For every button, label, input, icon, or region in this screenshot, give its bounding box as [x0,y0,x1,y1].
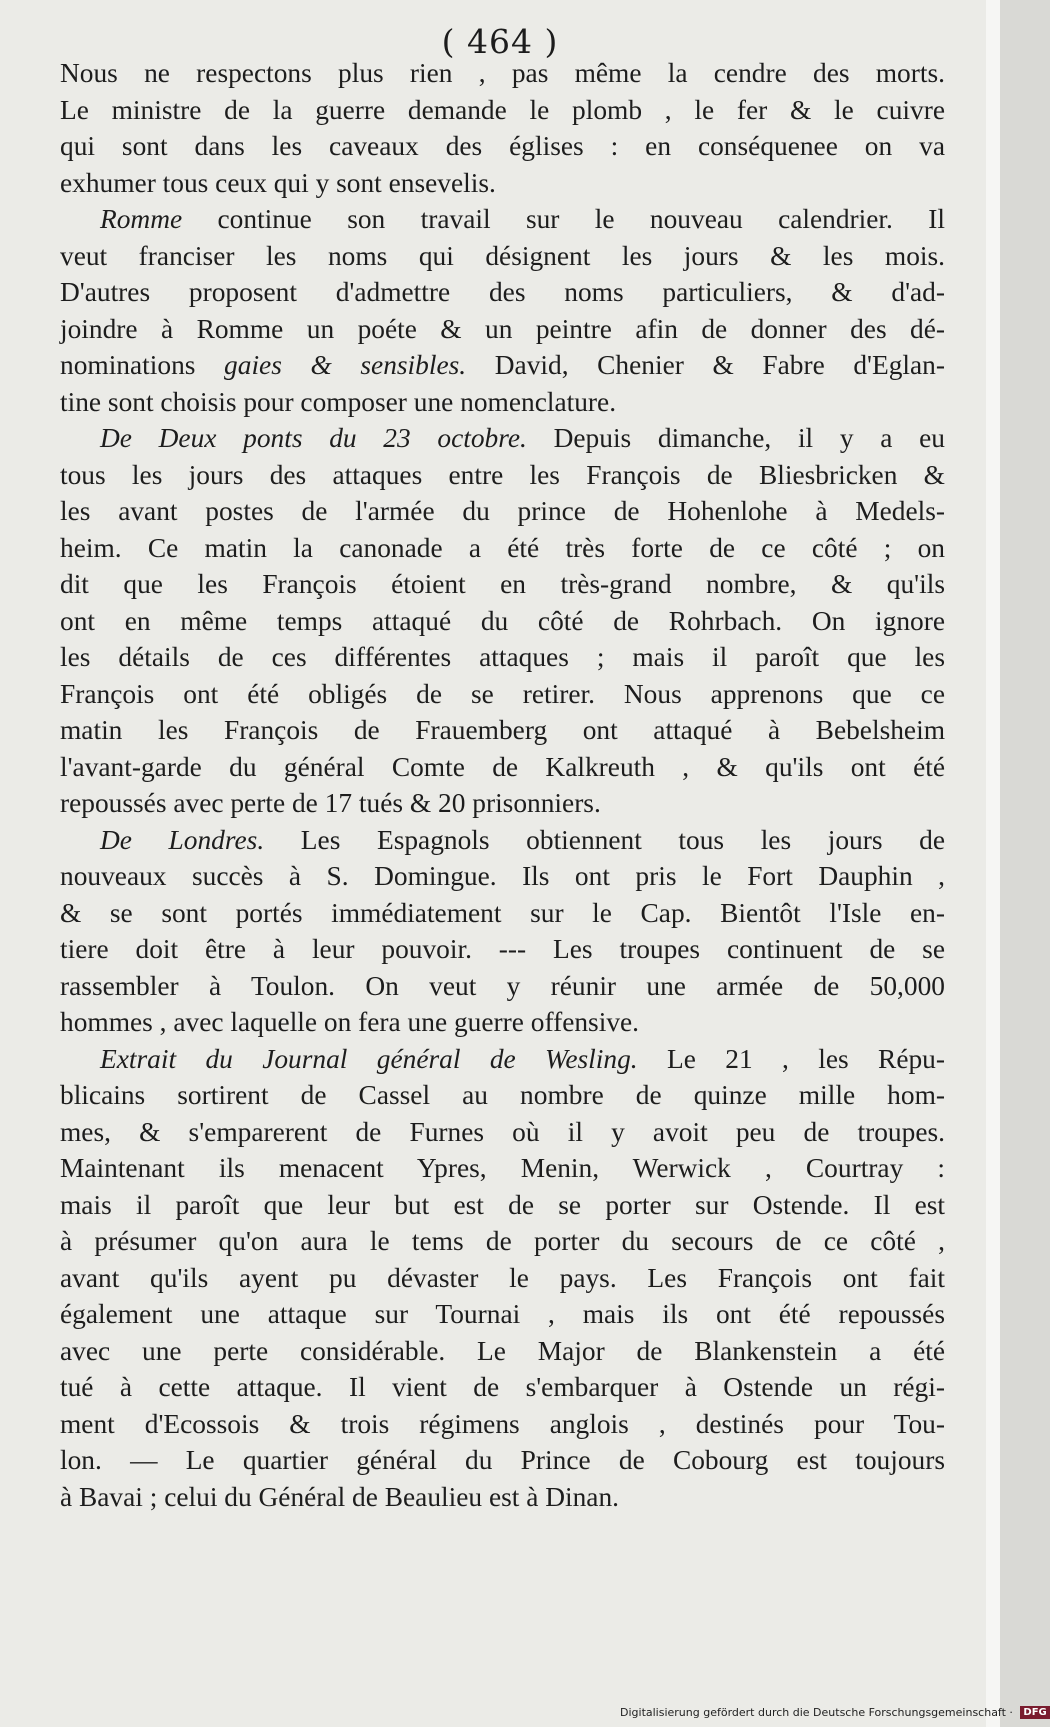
text-segment: Le 21 , les Répu- [637,1043,945,1074]
text-segment: Les Espagnols obtiennent tous les jours de [264,824,945,855]
text-line [60,1406,945,1443]
text-line [60,384,945,421]
text-segment: repoussés avec perte de 17 tués & 20 prisonniers. [60,788,601,818]
text-line [60,1041,945,1078]
text-segment: tué à cette attaque. Il vient de s'embarquer à Ostende un régi- [60,1372,945,1402]
text-line [60,92,945,129]
italic-segment: gaies & sensibles. [224,350,467,380]
italic-segment: De Londres. [100,824,265,855]
text-segment: hommes , avec laquelle on fera une guerre offensive. [60,1007,640,1037]
text-line [60,311,945,348]
text-segment: heim. Ce matin la canonade a été très forte de ce côté ; on [60,532,945,563]
text-line [60,1260,945,1297]
text-line [60,530,945,567]
text-line [60,931,945,968]
text-line [60,676,945,713]
text-segment: Nous ne respectons plus rien , pas même la cendre des morts. [60,58,945,88]
text-line [60,1223,945,1260]
text-line [60,785,945,822]
text-line [60,1114,945,1151]
text-segment: l'avant-garde du général Comte de Kalkreuth , & qu'ils ont été [60,751,945,782]
text-line [60,457,945,494]
text-line [60,493,945,530]
text-line [60,274,945,311]
body-text [60,55,945,1515]
text-line [60,1187,945,1224]
text-segment: tiere doit être à leur pouvoir. --- Les troupes continuent de se [60,934,945,964]
text-line [60,1296,945,1333]
text-line [60,420,945,457]
text-segment: qui sont dans les caveaux des églises : en conséquenee on va [60,131,945,161]
digitization-credit [620,1705,1047,1720]
text-segment: Maintenant ils menacent Ypres, Menin, Werwick , Courtray : [60,1153,945,1183]
text-line [60,749,945,786]
text-line [60,1442,945,1479]
text-line [60,1004,945,1041]
italic-segment: Extrait du Journal général de Wesling. [100,1043,638,1074]
text-line [60,858,945,895]
text-line [60,128,945,165]
text-line [60,1479,945,1516]
text-line [60,712,945,749]
text-segment: à présumer qu'on aura le tems de porter du secours de ce côté , [60,1226,945,1256]
credit-text: Digitalisierung gefördert durch die Deutsche Forschungsgemeinschaft · [620,1705,1013,1719]
text-line [60,603,945,640]
text-segment: matin les François de Frauemberg ont attaqué à Bebelsheim [60,715,945,745]
text-segment: David, Chenier & Fabre d'Eglan- [466,350,945,380]
text-segment: mais il paroît que leur but est de se porter sur Ostende. Il est [60,1189,945,1220]
text-segment: ment d'Ecossois & trois régimens anglois , destinés pour Tou- [60,1408,945,1439]
text-segment: & se sont portés immédiatement sur le Cap. Bientôt l'Isle en- [60,897,945,928]
text-line [60,1333,945,1370]
text-line [60,201,945,238]
text-line [60,895,945,932]
text-segment: nouveaux succès à S. Domingue. Ils ont pris le Fort Dauphin , [60,861,945,891]
page-edge [986,0,1000,1727]
dfg-logo-icon: DFG [1020,1706,1049,1719]
text-segment: D'autres proposent d'admettre des noms particuliers, & d'ad- [60,277,945,307]
text-line [60,55,945,92]
text-segment: joindre à Romme un poéte & un peintre afin de donner des dé- [60,313,945,344]
text-line [60,822,945,859]
text-segment: nominations [60,350,225,380]
text-segment: blicains sortirent de Cassel au nombre de quinze mille hom- [60,1080,945,1110]
text-segment: mes, & s'emparerent de Furnes où il y avoit peu de troupes. [60,1116,945,1147]
italic-segment: Romme [100,204,183,234]
text-segment: Le ministre de la guerre demande le plomb , le fer & le cuivre [60,94,945,125]
italic-segment: De Deux ponts du 23 octobre. [100,423,527,453]
text-line [60,639,945,676]
text-segment: continue son travail sur le nouveau calendrier. Il [182,204,945,234]
text-segment: Depuis dimanche, il y a eu [526,423,945,453]
text-line [60,968,945,1005]
text-segment: rassembler à Toulon. On veut y réunir une armée de 50,000 [60,970,945,1001]
text-segment: lon. — Le quartier général du Prince de Cobourg est toujours [60,1445,945,1475]
text-line [60,1150,945,1187]
page-number: ( 464 ) [441,22,559,61]
text-segment: exhumer tous ceux qui y sont ensevelis. [60,167,496,198]
text-segment: les détails de ces différentes attaques ; mais il paroît que les [60,642,945,672]
text-segment: également une attaque sur Tournai , mais ils ont été repoussés [60,1299,945,1329]
text-segment: veut franciser les noms qui désignent les jours & les mois. [60,240,945,271]
text-segment: ont en même temps attaqué du côté de Rohrbach. On ignore [60,605,945,636]
text-segment: à Bavai ; celui du Général de Beaulieu est à Dinan. [60,1481,620,1512]
text-line [60,165,945,202]
text-line [60,566,945,603]
text-segment: tine sont choisis pour composer une nomenclature. [60,386,617,417]
text-line [60,1369,945,1406]
text-segment: avant qu'ils ayent pu dévaster le pays. Les François ont fait [60,1262,945,1293]
text-segment: les avant postes de l'armée du prince de Hohenlohe à Medels- [60,496,945,526]
text-segment: tous les jours des attaques entre les François de Bliesbricken & [60,459,945,490]
text-line [60,1077,945,1114]
text-segment: avec une perte considérable. Le Major de Blankenstein a été [60,1335,945,1366]
text-segment: François ont été obligés de se retirer. Nous apprenons que ce [60,678,945,709]
text-line [60,347,945,384]
text-line [60,238,945,275]
text-segment: dit que les François étoient en très-grand nombre, & qu'ils [60,569,945,599]
